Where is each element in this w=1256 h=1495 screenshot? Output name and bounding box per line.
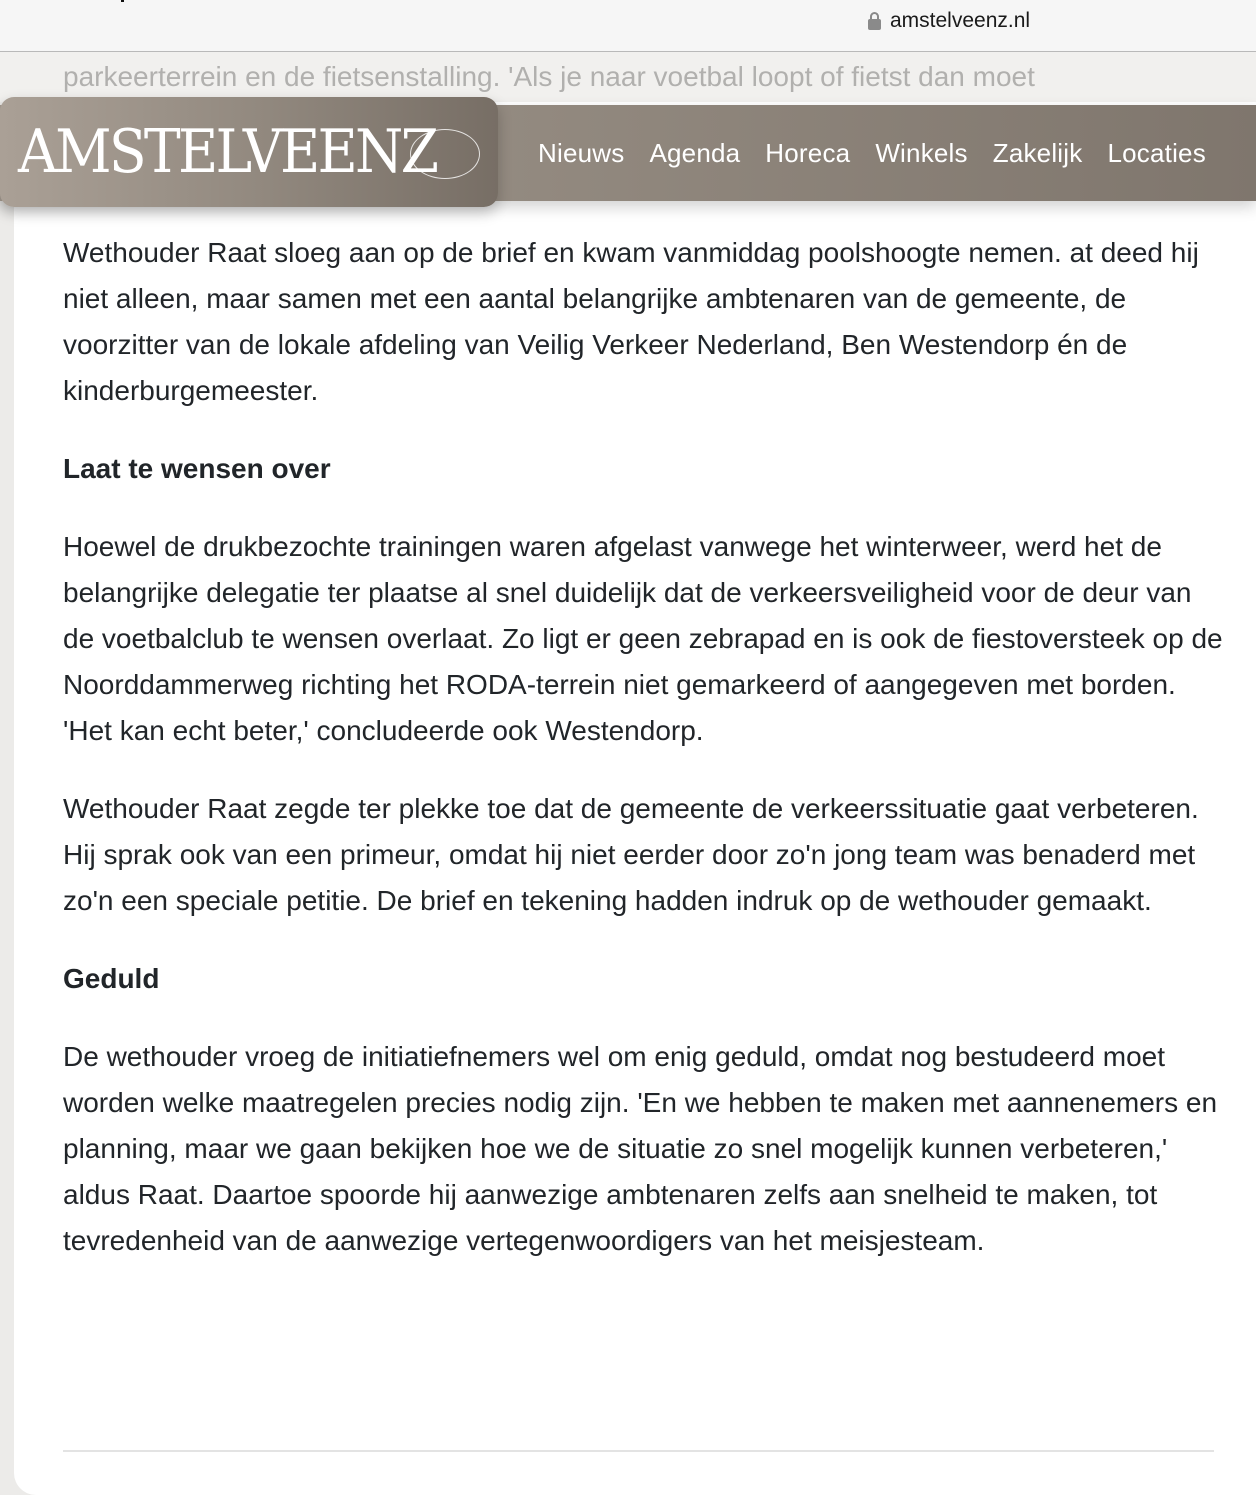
article-paragraph: De wethouder vroeg de initiatiefnemers wel om enig geduld, omdat nog bestudeerd moet worden welke maatregelen precies nodig zijn. 'En we hebben te maken met aannenemers en planning, maar we gaan bekijken hoe we de situatie zo snel mogelijk kunnen verbeteren,' aldus Raat. Daartoe spoorde hij aanwezige ambtenaren zelfs aan snelheid te maken, tot tevredenheid van de aanwezige vertegenwoordigers van het meisjesteam. — [63, 1041, 1218, 1256]
article-body — [63, 230, 1223, 1296]
nav-item-horeca[interactable]: Horeca — [765, 137, 851, 168]
article-divider — [63, 1450, 1214, 1452]
nav-item-locaties[interactable]: Locaties — [1107, 137, 1206, 168]
scrolled-text-line: parkeerterrein en de fietsenstalling. 'Als je naar voetbal loopt of fietst dan moet — [63, 61, 1035, 92]
nav-item-agenda[interactable]: Agenda — [649, 137, 741, 168]
article-paragraph: Wethouder Raat zegde ter plekke toe dat de gemeente de verkeerssituatie gaat verbeteren. Hij sprak ook van een primeur, omdat hij niet eerder door zo'n jong team was benaderd met zo'n een speciale petitie. De brief en tekening hadden indruk op de wethouder gemaakt. — [63, 793, 1199, 916]
logo-ring-decoration — [410, 129, 480, 179]
article-subheading: Geduld — [63, 963, 160, 994]
nav-item-winkels[interactable]: Winkels — [875, 137, 968, 168]
nav-item-nieuws[interactable]: Nieuws — [538, 137, 625, 168]
url-display[interactable] — [868, 9, 1030, 33]
article-paragraph: Wethouder Raat sloeg aan op de brief en kwam vanmiddag poolshoogte nemen. at deed hij niet alleen, maar samen met een aantal belangrijke ambtenaren van de gemeente, de voorzitter van de lokale afdeling van Veilig Verkeer Nederland, Ben Westendorp én de kinderburgemeester. — [63, 237, 1199, 406]
url-text[interactable]: amstelveenz.nl — [890, 9, 1031, 32]
lock-icon — [868, 12, 881, 30]
article-subheading: Laat te wensen over — [63, 453, 331, 484]
browser-address-bar — [0, 0, 1256, 52]
nav-item-zakelijk[interactable]: Zakelijk — [992, 137, 1083, 168]
site-logo[interactable] — [0, 97, 498, 207]
cursor-mark — [121, 0, 124, 2]
nav-menu — [538, 105, 1231, 201]
article-paragraph: Hoewel de drukbezochte trainingen waren afgelast vanwege het winterweer, werd het de belangrijke delegatie ter plaatse al snel duidelijk dat de verkeersveiligheid voor de deur van de voetbalclub te wensen overlaat. Zo ligt er geen zebrapad en is ook de fiestoversteek op de Noorddammerweg richting het RODA-terrein niet gemarkeerd of aangegeven met borden. 'Het kan echt beter,' concludeerde ook Westendorp. — [63, 531, 1223, 746]
logo-text: AMSTELVEENZ — [18, 117, 437, 187]
